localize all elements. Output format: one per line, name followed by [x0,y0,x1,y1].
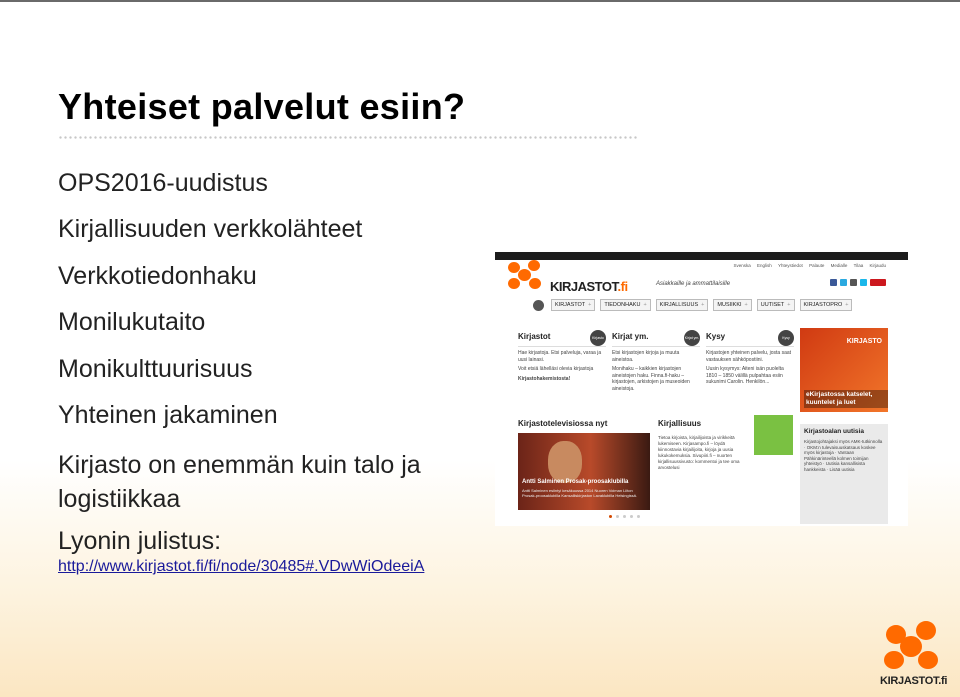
bullet-item: Kirjallisuuden verkkolähteet [58,215,363,243]
kysy-badge-icon[interactable]: Kysy [778,330,794,346]
column-title[interactable]: Kirjastot [518,332,606,347]
column-kirjastot [518,332,606,385]
top-link[interactable]: Medialle [830,263,848,268]
top-link[interactable]: Kirjaudu [869,263,886,268]
pager-dot[interactable] [630,515,633,518]
website-tagline: Asiakkaille ja ammattilaisille [656,281,731,287]
kirjastot-logo-icon [880,621,944,671]
website-top-links [728,263,886,268]
column-text: Voit etsiä lähelläsi olevia kirjastoja [518,366,594,372]
bullet-item: Yhteinen jakaminen [58,401,278,429]
bullet-item: Monikulttuurisuus [58,355,253,383]
pager-dot[interactable] [623,515,626,518]
column-text: Kirjastojen yhteinen palvelu, josta saat vastauksen sähköpostiini. [706,350,792,363]
promo-logo: KIRJASTO [846,338,882,345]
nav-tab[interactable]: UUTISET + [757,299,795,311]
column-kirjat [612,332,700,395]
column-title[interactable]: Kysy [706,332,794,347]
bullet-item: Verkkotiedonhaku [58,262,257,290]
home-icon[interactable] [533,300,544,311]
column-title[interactable]: Kirjat ym. [612,332,700,347]
column-text: Hae kirjastoja. Etsi palveluja, varaa ja uusi lainasi. [518,350,602,363]
ekirjasto-promo[interactable] [800,328,888,412]
video-title: Antti Salminen Prosak-proosaklubilla [522,479,629,485]
website-nav [533,299,852,311]
tv-section-title: Kirjastotelevisiossa nyt [518,419,608,428]
column-link[interactable]: Kirjastohakemistosta! [518,375,571,382]
social-icons [830,279,886,286]
news-text: Kirjastojohtajaksi myös AMK-tutkinnolla · OKM:n tulevaisuuskatsaus koskee myös kirjastoja · Vantaan Pähkinärinteellä kolmen toimijan yhteistyö · Uutisia kansallisista hankkeista · Lisää uutisia [804,439,883,472]
top-link[interactable]: Palaute [809,263,825,268]
top-link[interactable]: English [757,263,772,268]
nav-tab[interactable]: MUSIIKKI + [713,299,751,311]
video-subtitle: Antti Salminen esiintyi kesäkuussa 2014 Nuoren Voiman Liiton Prosak-proosaklubilla Kansalliskirjaston Lavaklubilla Helsingissä. [522,488,637,498]
column-text: Monihaku – kaikkien kirjastojen aineistojen haku. Finna.fi-haku – kirjastojen, arkistojen ja museoiden aineistoja. [612,366,690,392]
promo-caption: eKirjastossa katselet, kuuntelet ja luet [804,390,888,408]
column-text: Etsi kirjastojen kirjoja ja muuta aineistoa. [612,350,680,363]
slide-title: Yhteiset palvelut esiin? [58,86,466,127]
news-title[interactable]: Kirjastoalan uutisia [804,428,864,435]
bullet-item: Monilukutaito [58,308,206,336]
twitter-icon[interactable] [840,279,847,286]
pager-dot[interactable] [609,515,612,518]
youtube-icon[interactable] [870,279,886,286]
facebook-icon[interactable] [830,279,837,286]
top-border [0,0,960,2]
flickr-icon[interactable] [850,279,857,286]
kirjastot-flower-icon [508,260,548,290]
nav-tab[interactable]: TIEDONHAKU + [600,299,650,311]
kirjat-badge-icon[interactable]: Kirjat ym. [684,330,700,346]
bullet-item: Lyonin julistus: [58,527,222,555]
top-link[interactable]: Yhteystiedot [778,263,803,268]
news-box [800,424,888,524]
title-divider [58,136,638,139]
leaf-icon [754,415,793,455]
carousel-pager [609,515,640,518]
bullet-item: OPS2016-uudistus [58,169,268,197]
pager-dot[interactable] [616,515,619,518]
lyon-declaration-link[interactable]: http://www.kirjastot.fi/fi/node/30485#.VDwWiOdeeiA [58,558,425,575]
speaker-image [548,441,582,483]
website-topbar [495,252,908,260]
lit-text: Tietoa kirjoista, kirjailijoista ja virikkeitä lukemiseen. Kirjasampo.fi – löydä kiinnostavia kirjailijoita, kirjoja ja uusia lukukokemuksia. Sivupiiri.fi – nuorten kirjallisuussivusto: kommentoi ja tee oma arvostelusi [658,435,740,470]
website-brand[interactable]: KIRJASTOT.fi [550,279,628,294]
video-thumbnail[interactable] [518,433,650,510]
nav-tab[interactable]: KIRJASTOPRO + [800,299,853,311]
top-link[interactable]: Tilaa [853,263,864,268]
column-text: Uusin kysymys: Aiteni isän puolelta 1810 – 1850 välillä pulpahtaa esiin sukunimi Carolin. Henkilön... [706,366,784,385]
top-link[interactable]: Svenska [733,263,751,268]
website-screenshot [495,252,908,526]
kirjastot-logo-text: KIRJASTOT.fi [880,675,948,687]
bullet-item: Kirjasto on enemmän kuin talo ja logistiikkaa [58,451,421,513]
lit-section-title: Kirjallisuus [658,419,702,428]
nav-tab[interactable]: KIRJASTOT + [551,299,595,311]
nav-tab[interactable]: KIRJALLISUUS + [656,299,709,311]
column-kysy [706,332,794,389]
vimeo-icon[interactable] [860,279,867,286]
pager-dot[interactable] [637,515,640,518]
kirjastot-badge-icon[interactable]: Kirjasto [590,330,606,346]
